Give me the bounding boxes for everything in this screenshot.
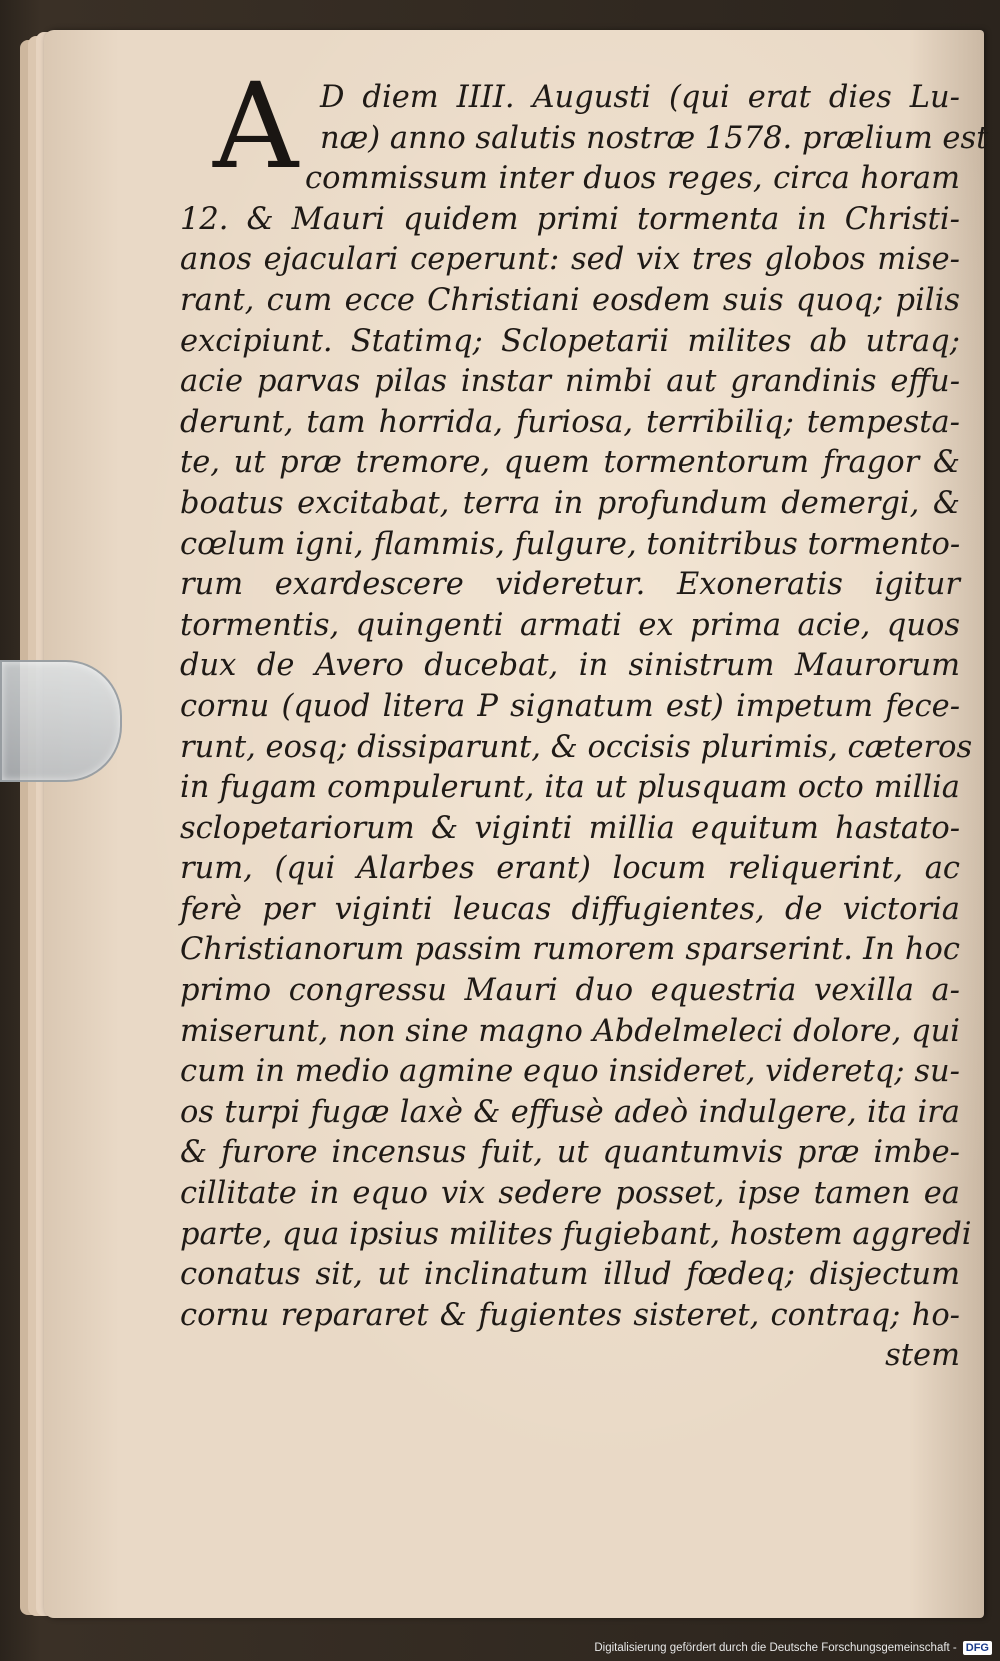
page-clip xyxy=(0,660,122,782)
text-line: os turpi fugæ laxè & effusè adeò indulgere, ita ira xyxy=(180,1094,960,1130)
text-line: commissum inter duos reges, circa horam xyxy=(305,161,960,197)
text-line: dux de Avero ducebat, in sinistrum Maurorum xyxy=(180,648,960,684)
text-line: tormentis, quingenti armati ex prima acie, quos xyxy=(180,607,960,643)
text-line: acie parvas pilas instar nimbi aut grandinis effu- xyxy=(180,364,960,400)
text-line: 12. & Mauri quidem primi tormenta in Christi- xyxy=(180,201,960,237)
text-line: cœlum igni, flammis, fulgure, tonitribus tormento- xyxy=(180,526,961,562)
dfg-logo[interactable]: DFG xyxy=(963,1641,992,1655)
text-line: cornu (quod litera P signatum est) impetum fece- xyxy=(180,688,960,724)
text-line: anos ejaculari ceperunt: sed vix tres globos mise- xyxy=(180,242,960,278)
drop-cap: A xyxy=(213,57,299,195)
catchword: stem xyxy=(885,1338,960,1374)
text-line: excipiunt. Statimq; Sclopetarii milites ab utraq; xyxy=(180,323,960,359)
text-line: derunt, tam horrida, furiosa, terribiliq; tempesta- xyxy=(180,404,960,440)
text-line: cillitate in equo vix sedere posset, ipse tamen ea xyxy=(180,1176,960,1212)
text-line: conatus sit, ut inclinatum illud fœdeq; disjectum xyxy=(180,1257,960,1293)
footer-credit xyxy=(594,1637,992,1659)
text-line: Christianorum passim rumorem sparserint. In hoc xyxy=(180,932,960,968)
text-line: runt, eosq; dissiparunt, & occisis plurimis, cæteros xyxy=(180,729,973,765)
text-line: in fugam compulerunt, ita ut plusquam octo millia xyxy=(180,770,960,806)
text-line: D diem IIII. Augusti (qui erat dies Lu- xyxy=(320,80,960,115)
footer-credit-text: Digitalisierung gefördert durch die Deutsche Forschungsgemeinschaft - xyxy=(594,1642,957,1654)
text-line: rant, cum ecce Christiani eosdem suis quoq; pilis xyxy=(180,282,960,318)
text-line: boatus excitabat, terra in profundum demergi, & xyxy=(180,485,960,521)
page-text xyxy=(180,57,989,1377)
text-line: næ) anno salutis nostræ 1578. prælium est xyxy=(320,120,989,156)
text-line: & furore incensus fuit, ut quantumvis præ imbe- xyxy=(180,1135,960,1171)
text-line: cornu repararet & fugientes sisteret, contraq; ho- xyxy=(180,1297,960,1333)
text-line: rum exardescere videretur. Exoneratis igitur xyxy=(180,567,960,603)
text-line: rum, (qui Alarbes erant) locum reliquerint, ac xyxy=(180,851,960,887)
text-line: ferè per viginti leucas diffugientes, de victoria xyxy=(180,891,960,927)
text-line: sclopetariorum & viginti millia equitum hastato- xyxy=(180,810,960,846)
text-line: cum in medio agmine equo insideret, videretq; su- xyxy=(180,1054,960,1090)
text-line: parte, qua ipsius milites fugiebant, hostem aggredi xyxy=(180,1216,972,1252)
text-line: primo congressu Mauri duo equestria vexilla a- xyxy=(180,973,960,1009)
text-line: te, ut præ tremore, quem tormentorum fragor & xyxy=(180,445,960,481)
text-line: miserunt, non sine magno Abdelmeleci dolore, qui xyxy=(180,1013,960,1049)
